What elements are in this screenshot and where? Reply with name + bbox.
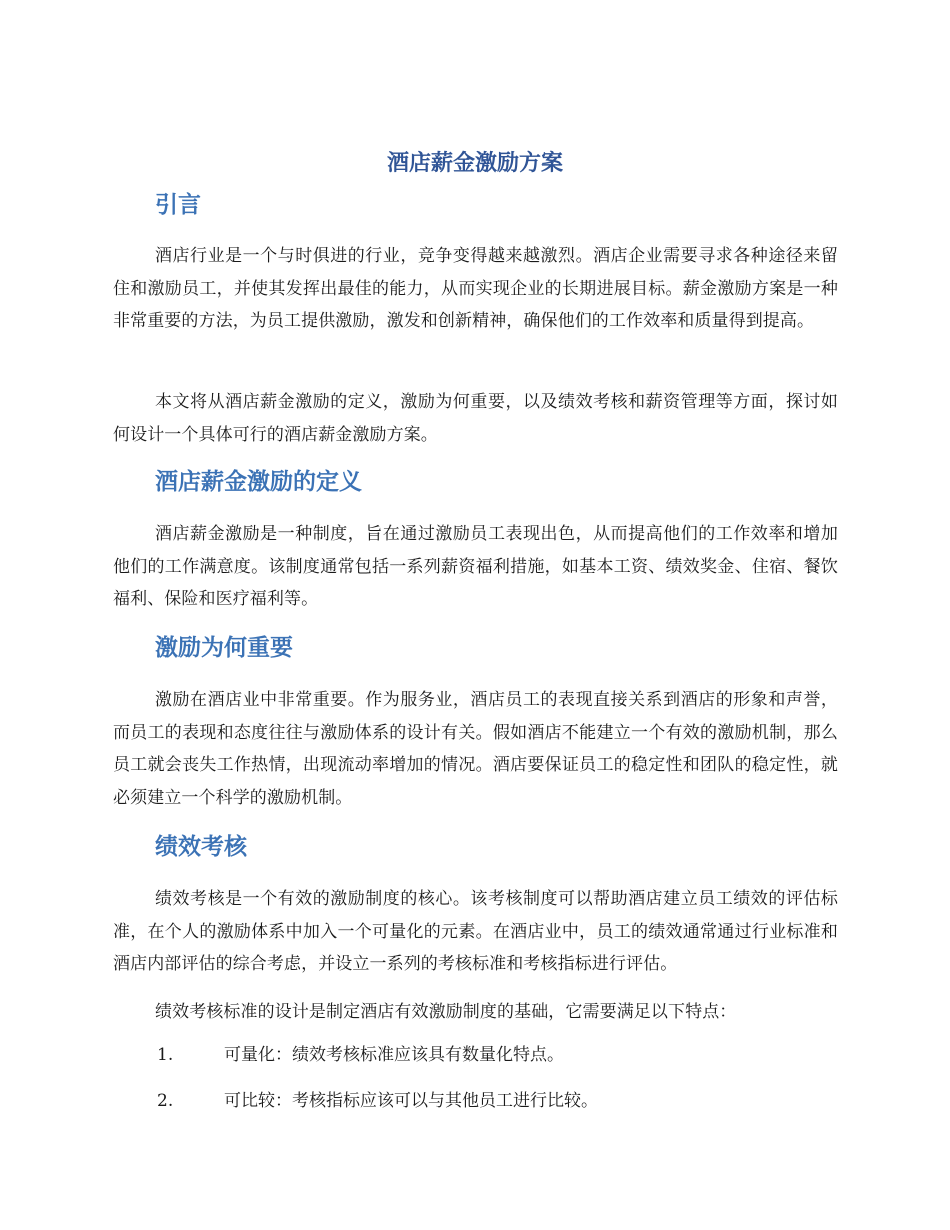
intro-paragraph-2: 本文将从酒店薪金激励的定义，激励为何重要，以及绩效考核和薪资管理等方面，探讨如何设计一个具体可行的酒店薪金激励方案。 bbox=[113, 392, 838, 445]
list-item-number: 2. bbox=[157, 1091, 174, 1111]
list-item-text: 可量化：绩效考核标准应该具有数量化特点。 bbox=[224, 1045, 564, 1065]
document-title: 酒店薪金激励方案 bbox=[386, 151, 563, 176]
list-item-number: 1. bbox=[157, 1045, 174, 1065]
list-item bbox=[157, 1039, 564, 1071]
definition-paragraph: 酒店薪金激励是一种制度，旨在通过激励员工表现出色，从而提高他们的工作效率和增加他们的工作满意度。该制度通常包括一系列薪资福利措施，如基本工资、绩效奖金、住宿、餐饮福利、保险和医疗福利等。 bbox=[113, 524, 838, 609]
intro-paragraph-1: 酒店行业是一个与时俱进的行业，竞争变得越来越激烈。酒店企业需要寻求各种途径来留住和激励员工，并使其发挥出最佳的能力，从而实现企业的长期进展目标。薪金激励方案是一种非常重要的方法，为员工提供激励，激发和创新精神，确保他们的工作效率和质量得到提高。 bbox=[113, 246, 838, 331]
importance-paragraph: 激励在酒店业中非常重要。作为服务业，酒店员工的表现直接关系到酒店的形象和声誉，而员工的表现和态度往往与激励体系的设计有关。假如酒店不能建立一个有效的激励机制，那么员工就会丧失工作热情，出现流动率增加的情况。酒店要保证员工的稳定性和团队的稳定性，就必须建立一个科学的激励机制。 bbox=[113, 690, 838, 808]
section-heading-importance: 激励为何重要 bbox=[155, 635, 293, 661]
performance-paragraph-1: 绩效考核是一个有效的激励制度的核心。该考核制度可以帮助酒店建立员工绩效的评估标准，在个人的激励体系中加入一个可量化的元素。在酒店业中，员工的绩效通常通过行业标准和酒店内部评估的综合考虑，并设立一系列的考核标准和考核指标进行评估。 bbox=[113, 889, 838, 974]
section-heading-introduction: 引言 bbox=[155, 192, 201, 218]
section-heading-performance: 绩效考核 bbox=[155, 834, 247, 860]
section-heading-definition: 酒店薪金激励的定义 bbox=[155, 469, 362, 495]
performance-paragraph-2: 绩效考核标准的设计是制定酒店有效激励制度的基础，它需要满足以下特点： bbox=[155, 1002, 737, 1022]
list-item-text: 可比较：考核指标应该可以与其他员工进行比较。 bbox=[224, 1091, 598, 1111]
list-item bbox=[157, 1085, 598, 1117]
